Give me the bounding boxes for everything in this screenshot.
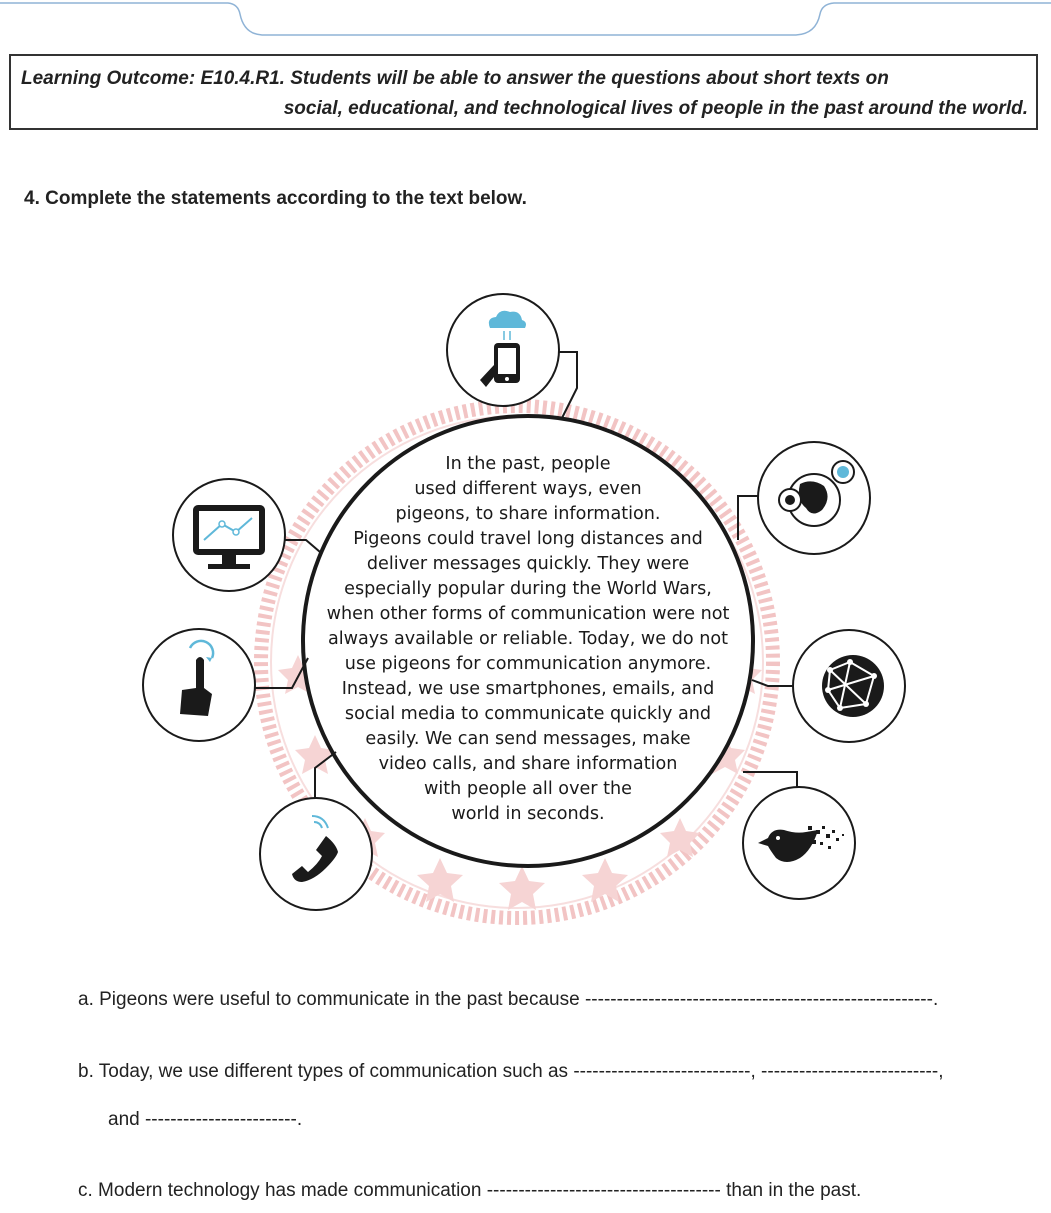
passage-line: Pigeons could travel long distances and (353, 529, 703, 549)
header-tab (0, 0, 1051, 40)
passage-line: pigeons, to share information. (395, 504, 661, 524)
passage-line: easily. We can send messages, make (365, 729, 691, 749)
question-a[interactable]: a. Pigeons were useful to communicate in the past because -------------------------------------------------------. (78, 989, 939, 1010)
passage-line: Instead, we use smartphones, emails, and (341, 679, 715, 699)
question-c[interactable]: c. Modern technology has made communication ------------------------------------- than in the past. (78, 1180, 862, 1201)
passage-line: used different ways, even (414, 479, 642, 499)
touch-hand-icon (143, 629, 255, 741)
passage-line: always available or reliable. Today, we do not (327, 629, 729, 649)
network-globe-icon (758, 442, 870, 554)
passage-line: In the past, people (445, 454, 611, 474)
learning-outcome-line1: Learning Outcome: E10.4.R1. Students will be able to answer the questions about short texts on (21, 68, 889, 89)
question-b-line2[interactable]: and ------------------------. (108, 1109, 303, 1130)
world-globe-icon (793, 630, 905, 742)
passage-line: deliver messages quickly. They were (366, 554, 690, 574)
passage-text (300, 452, 756, 827)
monitor-chart-icon (173, 479, 285, 591)
passage-line: when other forms of communication were not (326, 604, 730, 624)
passage-line: world in seconds. (451, 804, 605, 824)
passage-line: with people all over the (424, 779, 632, 799)
passage-line: video calls, and share information (378, 754, 678, 774)
passage-line: especially popular during the World Wars, (344, 579, 712, 599)
passage-line: use pigeons for communication anymore. (344, 654, 712, 674)
task-title: 4. Complete the statements according to the text below. (24, 188, 527, 209)
passage-line: social media to communicate quickly and (344, 704, 712, 724)
learning-outcome-line2: social, educational, and technological lives of people in the past around the world. (283, 98, 1028, 119)
cloud-phone-icon (447, 294, 559, 406)
learning-outcome-box (9, 54, 1038, 130)
bird-icon (743, 787, 855, 899)
question-b-line1[interactable]: b. Today, we use different types of communication such as ----------------------------, ----------------------------, (78, 1061, 944, 1082)
